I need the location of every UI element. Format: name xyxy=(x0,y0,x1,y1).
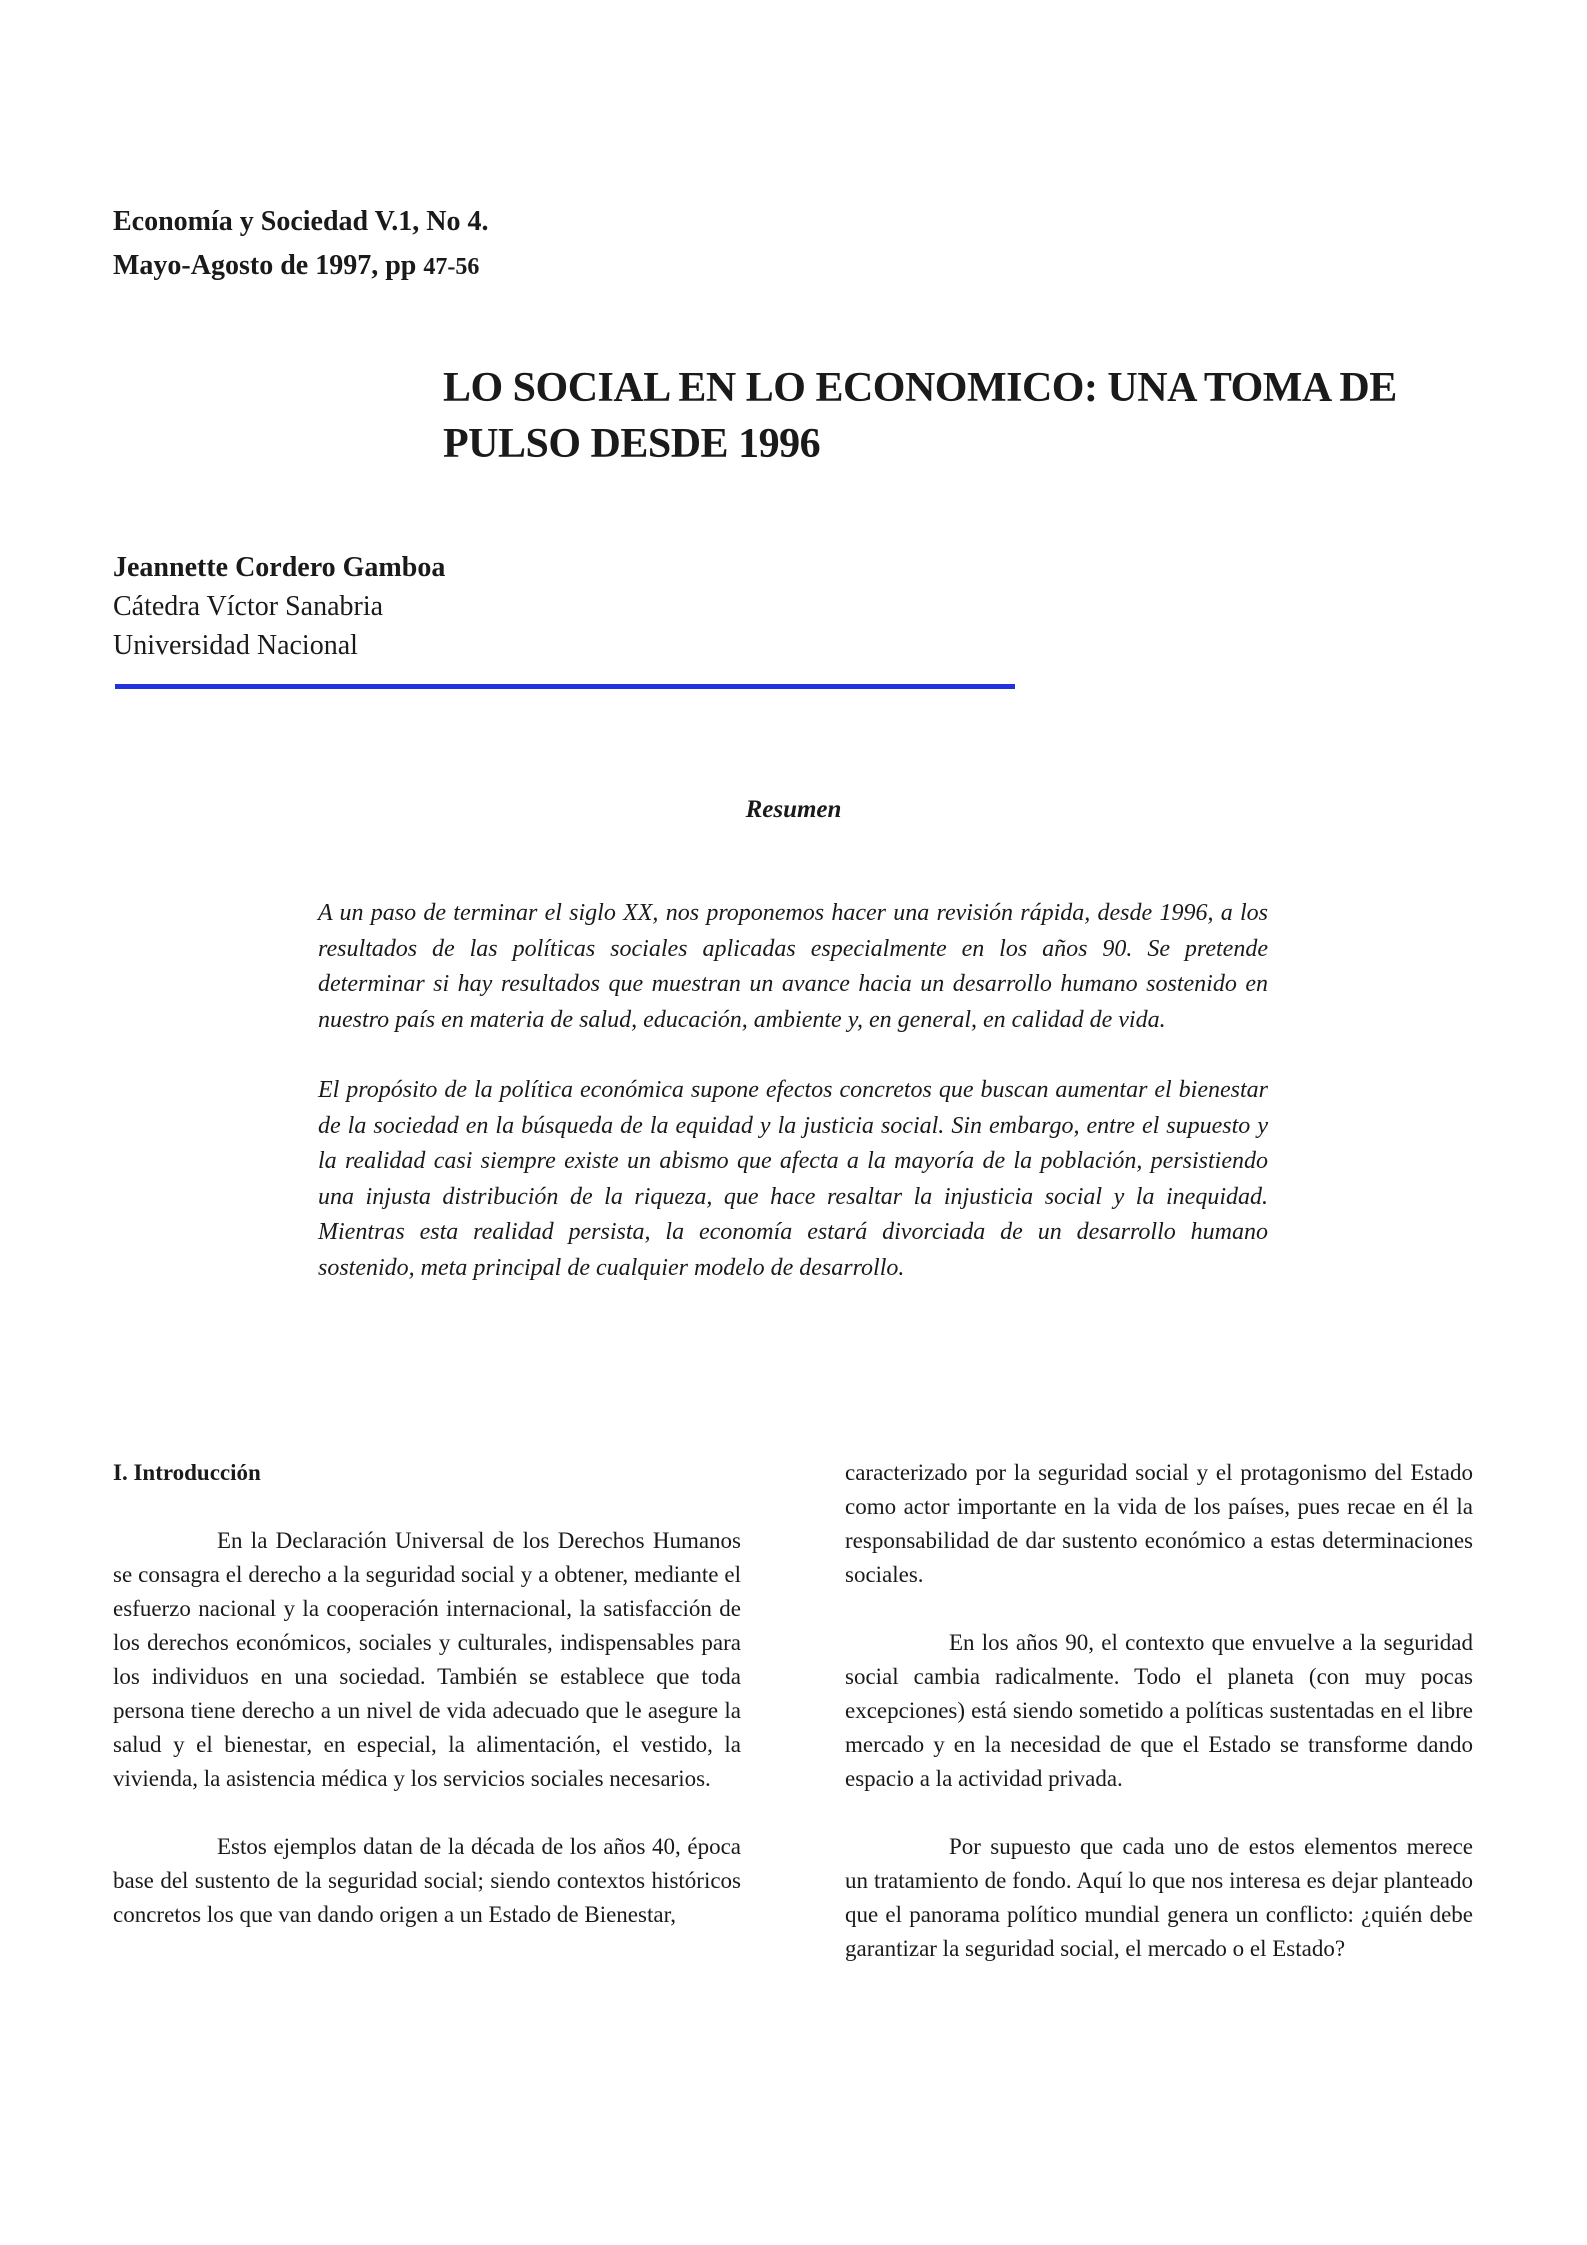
author-name: Jeannette Cordero Gamboa xyxy=(113,552,446,583)
journal-date-pages xyxy=(113,244,488,289)
body-paragraph: caracterizado por la seguridad social y el protagonismo del Estado como actor importante en la vida de los países, pues recae en él la responsabilidad de dar sustento económico a estas determinaciones sociales. xyxy=(845,1460,1473,1587)
journal-issue: Economía y Sociedad V.1, No 4. xyxy=(113,206,489,237)
body-paragraph: En los años 90, el contexto que envuelve a la seguridad social cambia radicalmente. Todo el planeta (con muy pocas excepciones) está siendo sometido a políticas sustentadas en el libre mercado y en la necesidad de que el Estado se transforme dando espacio a la actividad privada. xyxy=(845,1630,1473,1791)
abstract-paragraph: A un paso de terminar el siglo XX, nos proponemos hacer una revisión rápida, desde 1996, a los resultados de las políticas sociales aplicadas especialmente en los años 90. Se pretende determinar si hay resultados que muestran un avance hacia un desarrollo humano sostenido en nuestro país en materia de salud, educación, ambiente y, en general, en calidad de vida. xyxy=(318,900,1268,1033)
body-column-left xyxy=(113,1456,741,1966)
article-title: LO SOCIAL EN LO ECONOMICO: UNA TOMA DE PULSO DESDE 1996 xyxy=(443,365,1397,467)
abstract-heading: Resumen xyxy=(745,796,842,823)
journal-date: Mayo-Agosto de 1997, pp xyxy=(113,250,417,281)
author-university: Universidad Nacional xyxy=(113,630,358,661)
body-paragraph: Por supuesto que cada uno de estos elementos merece un tratamiento de fondo. Aquí lo que nos interesa es dejar planteado que el panorama político mundial genera un conflicto: ¿quién debe garantizar la seguridad social, el mercado o el Estado? xyxy=(845,1834,1473,1961)
body-paragraph: Estos ejemplos datan de la década de los años 40, época base del sustento de la seguridad social; siendo contextos históricos concretos los que van dando origen a un Estado de Bienestar, xyxy=(113,1834,741,1927)
title-divider xyxy=(115,684,1015,689)
body-column-right xyxy=(845,1456,1473,2000)
journal-pages: 47-56 xyxy=(423,254,480,280)
body-paragraph: En la Declaración Universal de los Derechos Humanos se consagra el derecho a la seguridad social y a obtener, mediante el esfuerzo nacional y la cooperación internacional, la satisfacción de los derechos económicos, sociales y culturales, indispensables para los individuos en una sociedad. También se establece que toda persona tiene derecho a un nivel de vida adecuado que le asegure la salud y el bienestar, en especial, la alimentación, el vestido, la vivienda, la asistencia médica y los servicios sociales necesarios. xyxy=(113,1528,741,1791)
section-heading: I. Introducción xyxy=(113,1460,261,1485)
abstract-paragraph: El propósito de la política económica supone efectos concretos que buscan aumentar el bienestar de la sociedad en la búsqueda de la equidad y la justicia social. Sin embargo, entre el supuesto y la realidad casi siempre existe un abismo que afecta a la mayoría de la población, persistiendo una injusta distribución de la riqueza, que hace resaltar la injusticia social y la inequidad. Mientras esta realidad persista, la economía estará divorciada de un desarrollo humano sostenido, meta principal de cualquier modelo de desarrollo. xyxy=(318,1077,1268,1281)
author-block xyxy=(113,548,445,665)
author-chair: Cátedra Víctor Sanabria xyxy=(113,591,384,622)
journal-citation xyxy=(113,200,488,289)
abstract xyxy=(318,896,1268,1321)
